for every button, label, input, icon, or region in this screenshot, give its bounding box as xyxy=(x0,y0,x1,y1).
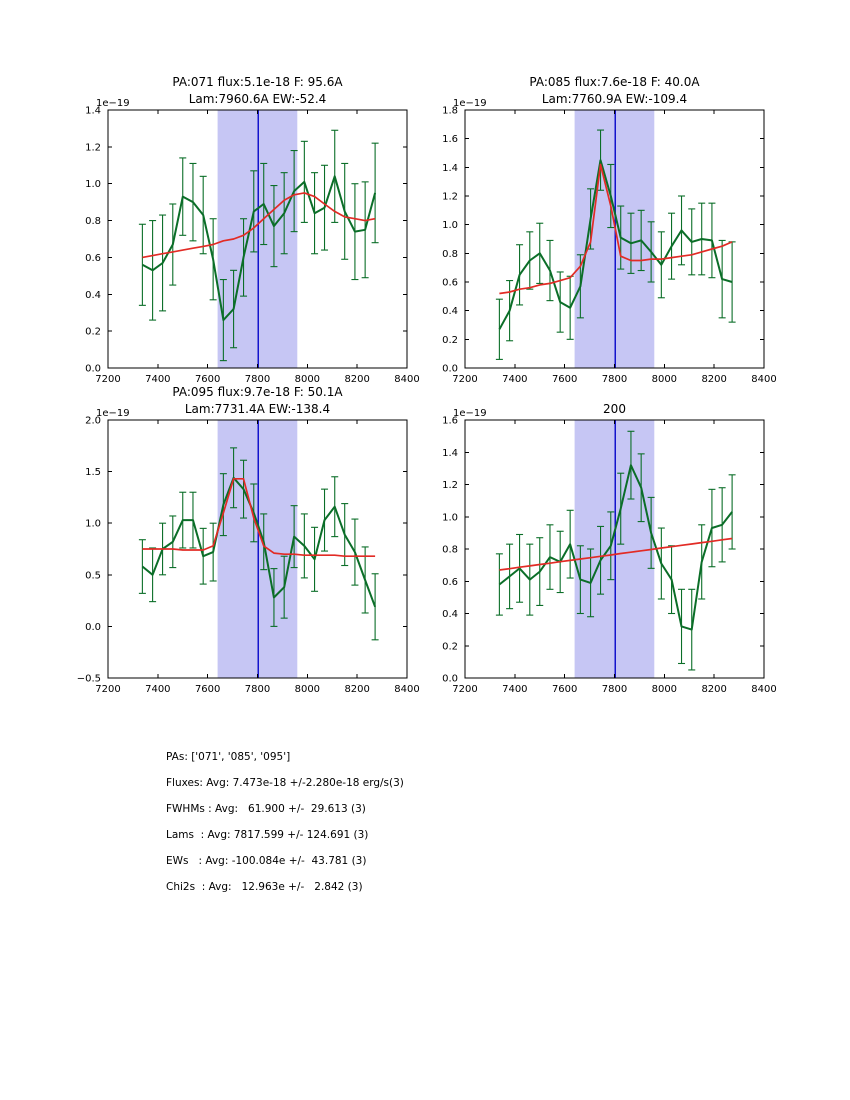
x-tick-label: 8200 xyxy=(701,374,727,385)
fit-window-band xyxy=(575,420,655,678)
plot-pa095 xyxy=(58,375,422,705)
y-tick-label: 1.0 xyxy=(442,512,458,524)
y-tick-label: 0.5 xyxy=(85,570,101,582)
y-axis-offset-label: 1e−19 xyxy=(453,408,487,419)
y-tick-label: −0.5 xyxy=(76,673,101,685)
y-tick-label: 0.0 xyxy=(442,363,458,375)
x-tick-label: 7800 xyxy=(601,374,628,385)
y-tick-label: 0.8 xyxy=(442,544,458,556)
y-tick-label: 0.4 xyxy=(442,609,458,620)
y-tick-label: 0.2 xyxy=(442,641,458,653)
plot-title: 200 xyxy=(603,402,626,416)
y-tick-label: 0.2 xyxy=(442,334,458,346)
x-tick-label: 8400 xyxy=(394,374,420,385)
y-tick-label: 1.2 xyxy=(442,191,458,203)
y-axis-offset-label: 1e−19 xyxy=(453,98,487,109)
x-tick-label: 8000 xyxy=(294,684,321,695)
x-tick-label: 8200 xyxy=(701,684,727,695)
x-tick-label: 7400 xyxy=(502,374,528,385)
y-tick-label: 0.6 xyxy=(442,576,458,588)
plot-title: PA:071 flux:5.1e-18 F: 95.6A xyxy=(172,75,343,89)
y-tick-label: 1.4 xyxy=(442,162,458,174)
y-axis-offset-label: 1e−19 xyxy=(96,408,130,419)
y-tick-label: 0.6 xyxy=(85,252,101,264)
x-tick-label: 8000 xyxy=(651,374,678,385)
chart-canvas xyxy=(415,375,779,705)
plot-title: Lam:7960.6A EW:-52.4 xyxy=(188,92,327,106)
y-tick-label: 1.5 xyxy=(85,467,101,479)
summary-line-ews: EWs : Avg: -100.084e +/- 43.781 (3) xyxy=(166,855,367,867)
y-tick-label: 1.6 xyxy=(442,134,458,146)
stats-summary xyxy=(166,744,404,900)
plot-200 xyxy=(415,375,779,705)
summary-line-pas: PAs: ['071', '085', '095'] xyxy=(166,751,291,763)
y-tick-label: 1.2 xyxy=(85,142,101,154)
summary-line-lams: Lams : Avg: 7817.599 +/- 124.691 (3) xyxy=(166,829,369,841)
y-tick-label: 0.0 xyxy=(85,363,101,375)
summary-line-chi2s: Chi2s : Avg: 12.963e +/- 2.842 (3) xyxy=(166,881,363,893)
y-axis-offset-label: 1e−19 xyxy=(96,98,130,109)
y-tick-label: 1.2 xyxy=(442,480,458,491)
y-tick-label: 0.2 xyxy=(85,326,101,338)
x-tick-label: 7400 xyxy=(145,684,171,695)
y-tick-label: 0.4 xyxy=(85,289,101,301)
x-tick-label: 8000 xyxy=(294,374,321,385)
chart-canvas xyxy=(58,375,422,705)
y-tick-label: 0.6 xyxy=(442,277,458,289)
x-tick-label: 7400 xyxy=(145,374,171,385)
plot-pa085 xyxy=(415,65,779,395)
y-tick-label: 1.0 xyxy=(85,179,101,191)
x-tick-label: 7600 xyxy=(551,684,578,695)
x-tick-label: 8400 xyxy=(751,374,777,385)
x-tick-label: 7800 xyxy=(601,684,628,695)
y-tick-label: 1.8 xyxy=(442,105,458,117)
fit-window-band xyxy=(218,420,298,678)
chart-canvas xyxy=(415,65,779,395)
x-tick-label: 7800 xyxy=(244,684,271,695)
x-tick-label: 7200 xyxy=(95,374,121,385)
x-tick-label: 8400 xyxy=(751,684,777,695)
chart-canvas xyxy=(58,65,422,395)
x-tick-label: 7800 xyxy=(244,374,271,385)
x-tick-label: 7200 xyxy=(452,684,478,695)
plot-title: Lam:7731.4A EW:-138.4 xyxy=(184,402,331,416)
y-tick-label: 1.0 xyxy=(85,518,101,530)
x-tick-label: 8000 xyxy=(651,684,678,695)
x-tick-label: 7400 xyxy=(502,684,528,695)
y-tick-label: 1.0 xyxy=(442,220,458,232)
plot-title: PA:085 flux:7.6e-18 F: 40.0A xyxy=(529,75,700,89)
plot-title: PA:095 flux:9.7e-18 F: 50.1A xyxy=(172,385,343,399)
y-tick-label: 1.4 xyxy=(442,447,458,459)
summary-line-fwhms: FWHMs : Avg: 61.900 +/- 29.613 (3) xyxy=(166,803,366,815)
y-tick-label: 0.8 xyxy=(442,248,458,260)
x-tick-label: 7600 xyxy=(551,374,578,385)
plot-title: Lam:7760.9A EW:-109.4 xyxy=(541,92,688,106)
summary-line-fluxes: Fluxes: Avg: 7.473e-18 +/-2.280e-18 erg/s(3) xyxy=(166,777,404,789)
y-tick-label: 0.0 xyxy=(85,621,101,633)
y-tick-label: 1.6 xyxy=(442,415,458,427)
y-tick-label: 0.8 xyxy=(85,216,101,228)
x-tick-label: 7200 xyxy=(95,684,121,695)
y-tick-label: 2.0 xyxy=(85,415,101,427)
x-tick-label: 8200 xyxy=(344,374,370,385)
x-tick-label: 7600 xyxy=(194,684,221,695)
y-tick-label: 0.0 xyxy=(442,673,458,685)
x-tick-label: 7200 xyxy=(452,374,478,385)
plot-pa071 xyxy=(58,65,422,395)
x-tick-label: 7600 xyxy=(194,374,221,385)
x-tick-label: 8200 xyxy=(344,684,370,695)
y-tick-label: 0.4 xyxy=(442,306,458,318)
y-tick-label: 1.4 xyxy=(85,105,101,117)
x-tick-label: 8400 xyxy=(394,684,420,695)
